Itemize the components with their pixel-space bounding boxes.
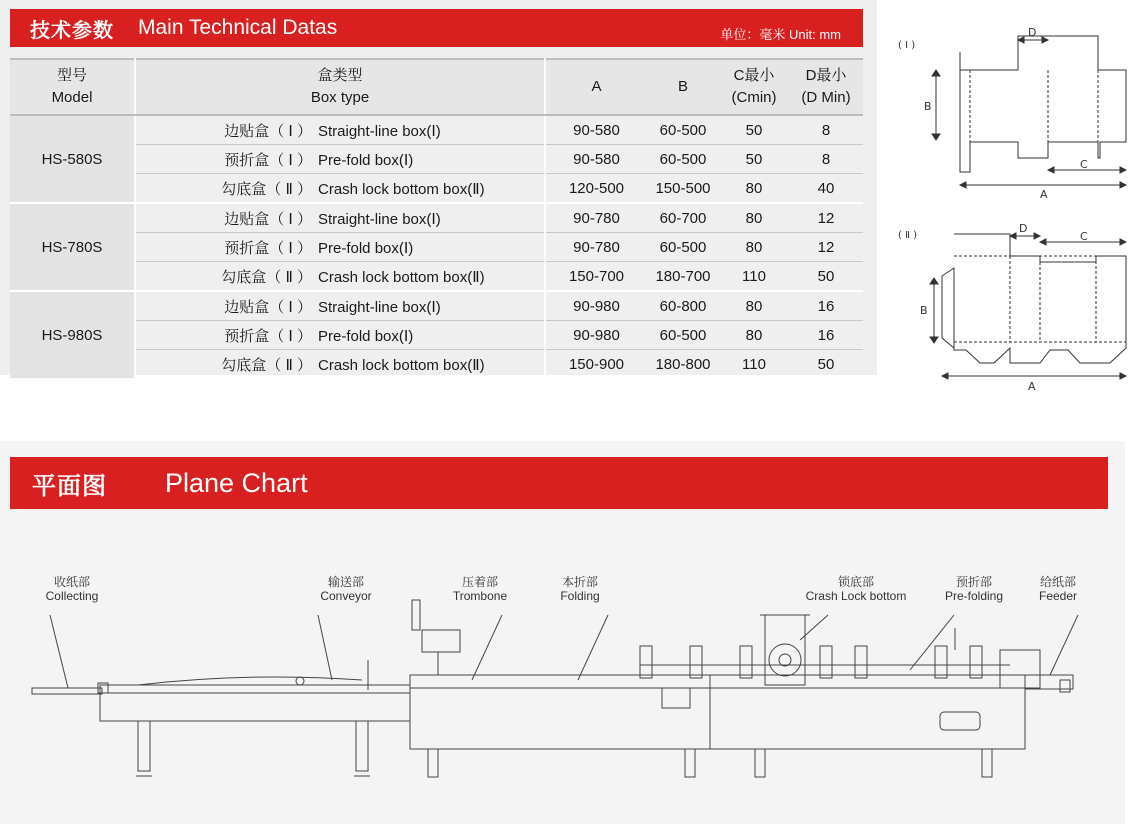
section-label-conveyor-cn: 输送部 — [327, 575, 365, 589]
box-type-cell — [135, 203, 545, 233]
diagram1-a: A — [1040, 188, 1048, 201]
box-type-cn: 预折盒（ Ⅰ ） — [224, 151, 312, 169]
value-c-cell: 80 — [719, 321, 789, 350]
value-d-cell: 16 — [789, 291, 863, 321]
box-type-en: Crash lock bottom box(Ⅱ) — [318, 268, 485, 286]
header-a: A — [545, 59, 647, 115]
value-a-cell: 120-500 — [545, 174, 647, 204]
header-d: D最小 (D Min) — [789, 59, 863, 115]
value-c-cell: 50 — [719, 145, 789, 174]
box-type-cn: 边贴盒（ Ⅰ ） — [224, 210, 312, 228]
header-b: B — [647, 59, 719, 115]
section-label-prefolding-cn: 预折部 — [955, 575, 993, 589]
box-type-cn: 勾底盒（ Ⅱ ） — [221, 180, 312, 198]
table-row — [10, 350, 863, 380]
value-c-cell: 80 — [719, 203, 789, 233]
value-a-cell: 90-980 — [545, 321, 647, 350]
diagram2-b: B — [920, 304, 928, 317]
tech-title-bar — [10, 9, 863, 47]
box-type-en: Pre-fold box(Ⅰ) — [318, 151, 414, 169]
diagram1-tag: ( Ⅰ ) — [898, 40, 916, 51]
tech-title-en: Main Technical Datas — [138, 16, 338, 39]
box-type-cell — [135, 233, 545, 262]
value-c-cell: 110 — [719, 262, 789, 292]
value-b-cell: 60-800 — [647, 291, 719, 321]
diagram1-d: D — [1028, 26, 1037, 39]
plane-title-en: Plane Chart — [165, 467, 308, 498]
box-type-cn: 边贴盒（ Ⅰ ） — [224, 122, 312, 140]
section-label-trombone-cn: 压着部 — [461, 575, 499, 589]
table-row — [10, 115, 863, 145]
box-type-cn: 预折盒（ Ⅰ ） — [224, 327, 312, 345]
value-c-cell: 80 — [719, 291, 789, 321]
value-d-cell: 50 — [789, 350, 863, 380]
section-label-feeder-cn: 给纸部 — [1039, 575, 1077, 589]
box-type-en: Straight-line box(Ⅰ) — [318, 298, 441, 316]
box-type-cell — [135, 291, 545, 321]
spec-table — [10, 58, 863, 380]
value-d-cell: 8 — [789, 115, 863, 145]
plane-title-cn: 平面图 — [32, 471, 107, 500]
value-d-cell: 8 — [789, 145, 863, 174]
box-type-cell — [135, 350, 545, 380]
box-diagram-1 — [890, 22, 1130, 202]
value-a-cell: 90-980 — [545, 291, 647, 321]
box-type-cell — [135, 145, 545, 174]
value-c-cell: 80 — [719, 174, 789, 204]
diagram2-d: D — [1019, 222, 1028, 235]
box-type-cell — [135, 174, 545, 204]
tech-title-cn: 技术参数 — [30, 17, 114, 42]
value-a-cell: 150-900 — [545, 350, 647, 380]
box-type-cn: 预折盒（ Ⅰ ） — [224, 239, 312, 257]
value-a-cell: 150-700 — [545, 262, 647, 292]
value-d-cell: 50 — [789, 262, 863, 292]
diagram2-a: A — [1028, 380, 1036, 393]
diagram2-c: C — [1080, 230, 1088, 243]
section-label-trombone-en: Trombone — [452, 589, 508, 603]
value-c-cell: 110 — [719, 350, 789, 380]
box-diagram-2 — [890, 218, 1130, 396]
diagram1-c: C — [1080, 158, 1088, 171]
value-d-cell: 12 — [789, 233, 863, 262]
table-row — [10, 145, 863, 174]
table-row — [10, 321, 863, 350]
section-label-prefolding-en: Pre-folding — [944, 589, 1004, 603]
box-type-cell — [135, 321, 545, 350]
unit-label: 单位：毫米 Unit: mm — [720, 27, 841, 42]
diagram2-tag: ( Ⅱ ) — [898, 230, 918, 241]
section-label-crashlock-en: Crash Lock bottom — [805, 589, 907, 603]
header-box-type: 盒类型 Box type — [135, 59, 545, 115]
box-type-cn: 勾底盒（ Ⅱ ） — [221, 356, 312, 374]
table-row — [10, 291, 863, 321]
box-type-en: Pre-fold box(Ⅰ) — [318, 239, 414, 257]
model-cell: HS-780S — [10, 203, 135, 291]
value-c-cell: 80 — [719, 233, 789, 262]
section-label-folding-cn: 本折部 — [561, 575, 599, 589]
value-d-cell: 40 — [789, 174, 863, 204]
box-type-en: Straight-line box(Ⅰ) — [318, 210, 441, 228]
plane-title-bar — [10, 457, 1108, 509]
box-type-en: Pre-fold box(Ⅰ) — [318, 327, 414, 345]
value-b-cell: 60-500 — [647, 233, 719, 262]
section-label-folding-en: Folding — [560, 589, 600, 603]
machine-plane-drawing — [10, 560, 1110, 800]
box-type-cell — [135, 262, 545, 292]
header-model: 型号 Model — [10, 59, 135, 115]
header-c: C最小 (Cmin) — [719, 59, 789, 115]
value-a-cell: 90-780 — [545, 233, 647, 262]
box-type-en: Straight-line box(Ⅰ) — [318, 122, 441, 140]
box-type-cn: 勾底盒（ Ⅱ ） — [221, 268, 312, 286]
value-a-cell: 90-580 — [545, 145, 647, 174]
value-b-cell: 60-500 — [647, 321, 719, 350]
table-row — [10, 262, 863, 292]
value-b-cell: 60-500 — [647, 145, 719, 174]
value-a-cell: 90-780 — [545, 203, 647, 233]
model-cell: HS-980S — [10, 291, 135, 379]
box-type-en: Crash lock bottom box(Ⅱ) — [318, 180, 485, 198]
value-d-cell: 12 — [789, 203, 863, 233]
box-type-cn: 边贴盒（ Ⅰ ） — [224, 298, 312, 316]
box-type-cell — [135, 115, 545, 145]
section-label-collecting-cn: 收纸部 — [53, 575, 91, 589]
section-label-collecting-en: Collecting — [45, 589, 99, 603]
value-b-cell: 60-700 — [647, 203, 719, 233]
value-b-cell: 150-500 — [647, 174, 719, 204]
diagram1-b: B — [924, 100, 932, 113]
table-row — [10, 233, 863, 262]
value-c-cell: 50 — [719, 115, 789, 145]
value-b-cell: 60-500 — [647, 115, 719, 145]
model-cell: HS-580S — [10, 115, 135, 203]
value-d-cell: 16 — [789, 321, 863, 350]
table-header-row — [10, 59, 863, 115]
table-row — [10, 203, 863, 233]
value-b-cell: 180-700 — [647, 262, 719, 292]
value-b-cell: 180-800 — [647, 350, 719, 380]
section-label-crashlock-cn: 锁底部 — [837, 575, 875, 589]
section-label-feeder-en: Feeder — [1038, 589, 1078, 603]
table-row — [10, 174, 863, 204]
value-a-cell: 90-580 — [545, 115, 647, 145]
box-type-en: Crash lock bottom box(Ⅱ) — [318, 356, 485, 374]
section-label-conveyor-en: Conveyor — [320, 589, 372, 603]
